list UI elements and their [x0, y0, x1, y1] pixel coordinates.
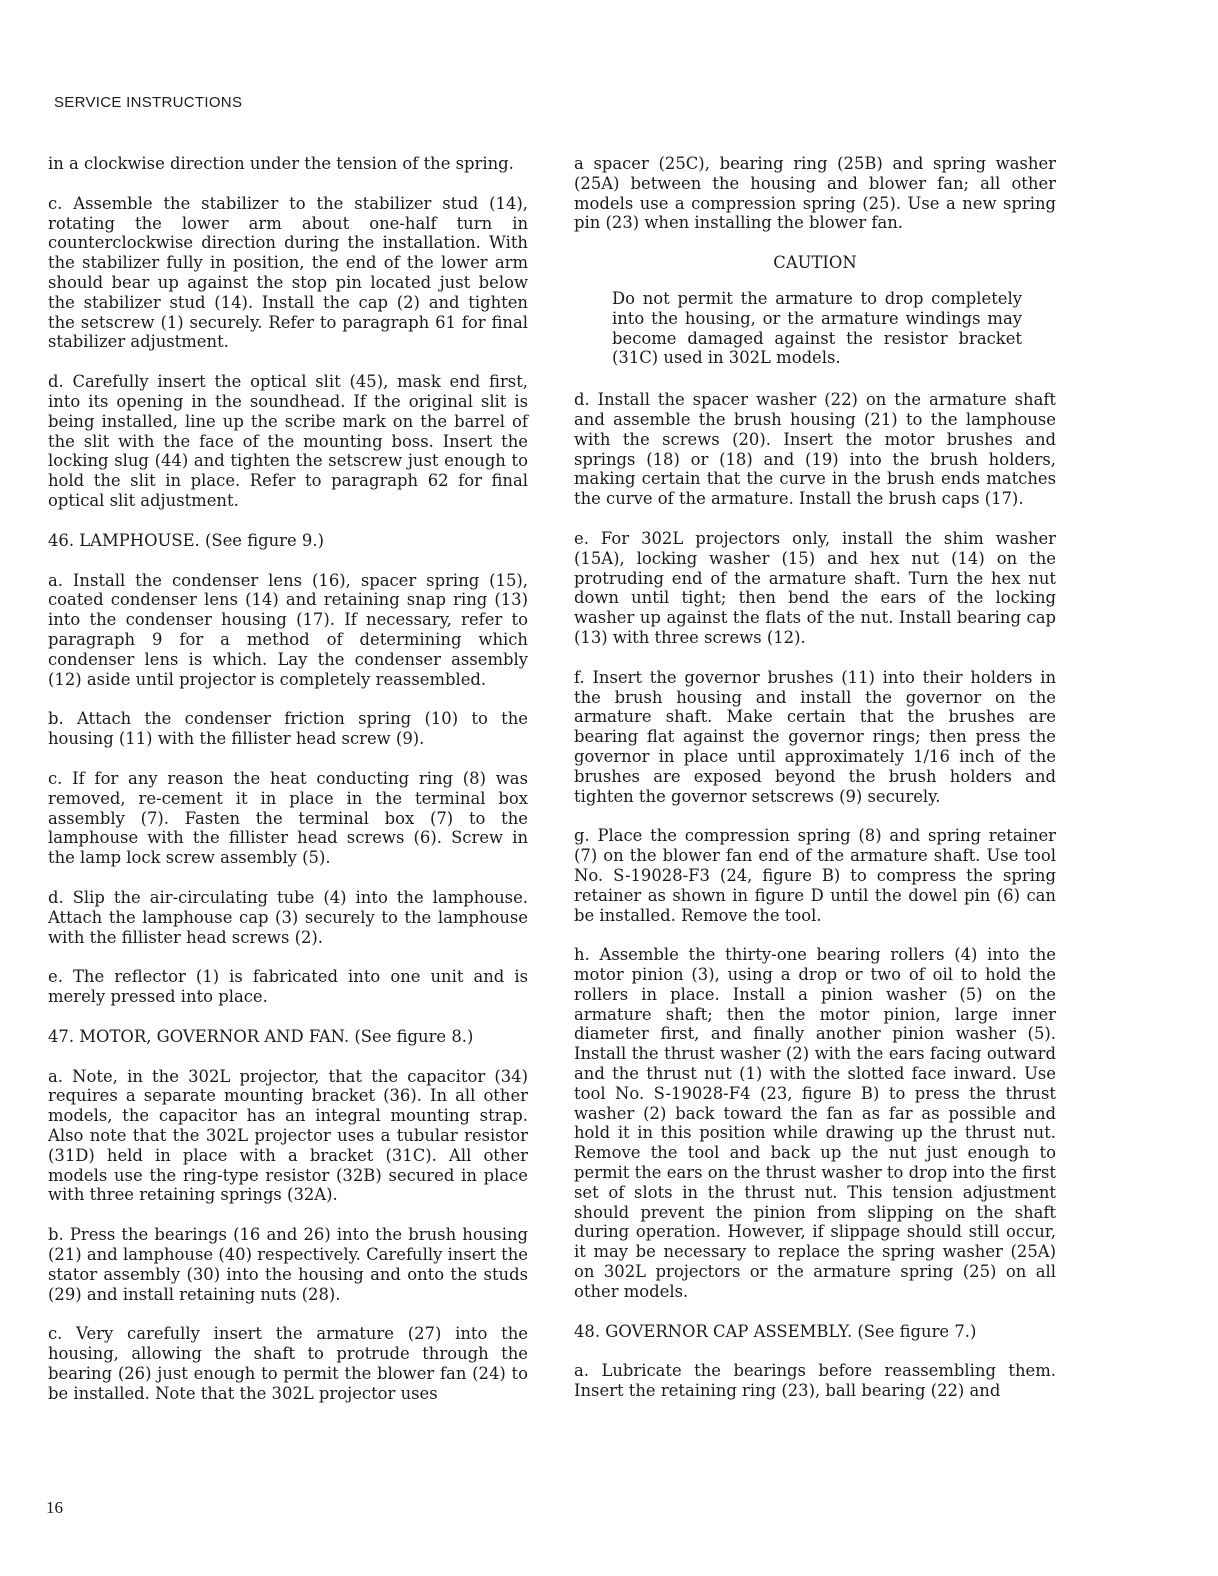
paragraph-46a: a. Install the condenser lens (16), spacer spring (15), coated condenser lens (14) and retaining snap ring (13) into the condenser housing (17). If necessary, refer to paragraph 9 for a method of determining which condenser lens is which. Lay the condenser assembly (12) aside until projector is completely reassembled. — [48, 570, 528, 689]
paragraph-46b: b. Attach the condenser friction spring (10) to the housing (11) with the fillister head screw (9). — [48, 709, 528, 749]
paragraph-47c: c. Very carefully insert the armature (27) into the housing, allowing the shaft to protrude through the bearing (26) just enough to permit the blower fan (24) to be installed. Note that the 302L projector uses — [48, 1324, 528, 1403]
right-column — [574, 154, 1056, 1421]
paragraph-46d: d. Slip the air-circulating tube (4) into the lamphouse. Attach the lamphouse cap (3) securely to the lamphouse with the fillister head screws (2). — [48, 887, 528, 947]
page-number: 16 — [46, 1498, 63, 1517]
page-header: SERVICE INSTRUCTIONS — [54, 94, 243, 111]
caution-body: Do not permit the armature to drop completely into the housing, or the armature windings may become damaged against the resistor bracket (31C) used in 302L models. — [612, 288, 1022, 368]
section-heading-48: 48. GOVERNOR CAP ASSEMBLY. (See figure 7.) — [574, 1321, 977, 1341]
paragraph-46c: c. If for any reason the heat conducting ring (8) was removed, re-cement it in place in the terminal box assembly (7). Fasten the terminal box (7) to the lamphouse with the fillister head screws (6). Screw in the lamp lock screw assembly (5). — [48, 768, 528, 868]
paragraph-47a: a. Note, in the 302L projector, that the capacitor (34) requires a separate mounting bracket (36). In all other models, the capacitor has an integral mounting strap. Also note that the 302L projector uses a tubular resistor (31D) held in place with a bracket (31C). All other models use the ring-type resistor (32B) secured in place with three retaining springs (32A). — [48, 1066, 528, 1205]
paragraph-47f: f. Insert the governor brushes (11) into their holders in the brush housing and install the governor on the armature shaft. Make certain that the brushes are bearing flat against the governor rings; then press the governor in place until approximately 1/16 inch of the brushes are exposed beyond the brush holders and tighten the governor setscrews (9) securely. — [574, 667, 1056, 806]
paragraph-47h: h. Assemble the thirty-one bearing rollers (4) into the motor pinion (3), using a drop or two of oil to hold the rollers in place. Install a pinion washer (5) on the armature shaft; then the motor pinion, large inner diameter first, and finally another pinion washer (5). Install the thrust washer (2) with the ears facing outward and the thrust nut (1) with the slotted face inward. Use tool No. S-19028-F4 (23, figure B) to press the thrust washer (2) back toward the fan as far as possible and hold it in this position while drawing up the thrust nut. Remove the tool and back up the nut just enough to permit the ears on the thrust washer to drop into the first set of slots in the thrust nut. This tension adjustment should prevent the pinion from slipping on the shaft during operation. However, if slippage should still occur, it may be necessary to replace the spring washer (25A) on 302L projectors or the armature spring (25) on all other models. — [574, 945, 1056, 1301]
section-heading-46: 46. LAMPHOUSE. (See figure 9.) — [48, 530, 324, 550]
caution-title: CAUTION — [773, 253, 857, 273]
paragraph-45d: d. Carefully insert the optical slit (45), mask end first, into its opening in the soundhead. If the original slit is being installed, line up the scribe mark on the barrel of the slit with the face of the mounting boss. Insert the locking slug (44) and tighten the setscrew just enough to hold the slit in place. Refer to paragraph 62 for final optical slit adjustment. — [48, 372, 528, 510]
paragraph-47e: e. For 302L projectors only, install the shim washer (15A), locking washer (15) and hex nut (14) on the protruding end of the armature shaft. Turn the hex nut down until tight; then bend the ears of the locking washer up against the flats of the nut. Install bearing cap (13) with three screws (12). — [574, 528, 1056, 647]
section-heading-47: 47. MOTOR, GOVERNOR AND FAN. (See figure 8.) — [48, 1026, 474, 1046]
paragraph-47g: g. Place the compression spring (8) and spring retainer (7) on the blower fan end of the armature shaft. Use tool No. S-19028-F3 (24, figure B) to compress the spring retainer as shown in figure D until the dowel pin (6) can be installed. Remove the tool. — [574, 826, 1056, 925]
paragraph-47d: d. Install the spacer washer (22) on the armature shaft and assemble the brush housing (21) to the lamphouse with the screws (20). Insert the motor brushes and springs (18) or (18) and (19) into the brush holders, making certain that the curve in the brush ends matches the curve of the armature. Install the brush caps (17). — [574, 390, 1056, 509]
paragraph-47b: b. Press the bearings (16 and 26) into the brush housing (21) and lamphouse (40) respectively. Carefully insert the stator assembly (30) into the housing and onto the studs (29) and install retaining nuts (28). — [48, 1225, 528, 1304]
paragraph-48a: a. Lubricate the bearings before reassembling them. Insert the retaining ring (23), ball bearing (22) and — [574, 1361, 1056, 1401]
paragraph-47c-continued: a spacer (25C), bearing ring (25B) and spring washer (25A) between the housing and blower fan; all other models use a compression spring (25). Use a new spring pin (23) when installing the blower fan. — [574, 154, 1056, 233]
paragraph-continuation: in a clockwise direction under the tension of the spring. — [48, 154, 514, 173]
paragraph-45c: c. Assemble the stabilizer to the stabilizer stud (14), rotating the lower arm about one-half turn in counterclockwise direction during the installation. With the stabilizer fully in position, the end of the lower arm should bear up against the stop pin located just below the stabilizer stud (14). Install the cap (2) and tighten the setscrew (1) securely. Refer to paragraph 61 for final stabilizer adjustment. — [48, 193, 528, 352]
paragraph-46e: e. The reflector (1) is fabricated into one unit and is merely pressed into place. — [48, 967, 528, 1007]
left-column — [48, 154, 528, 1424]
